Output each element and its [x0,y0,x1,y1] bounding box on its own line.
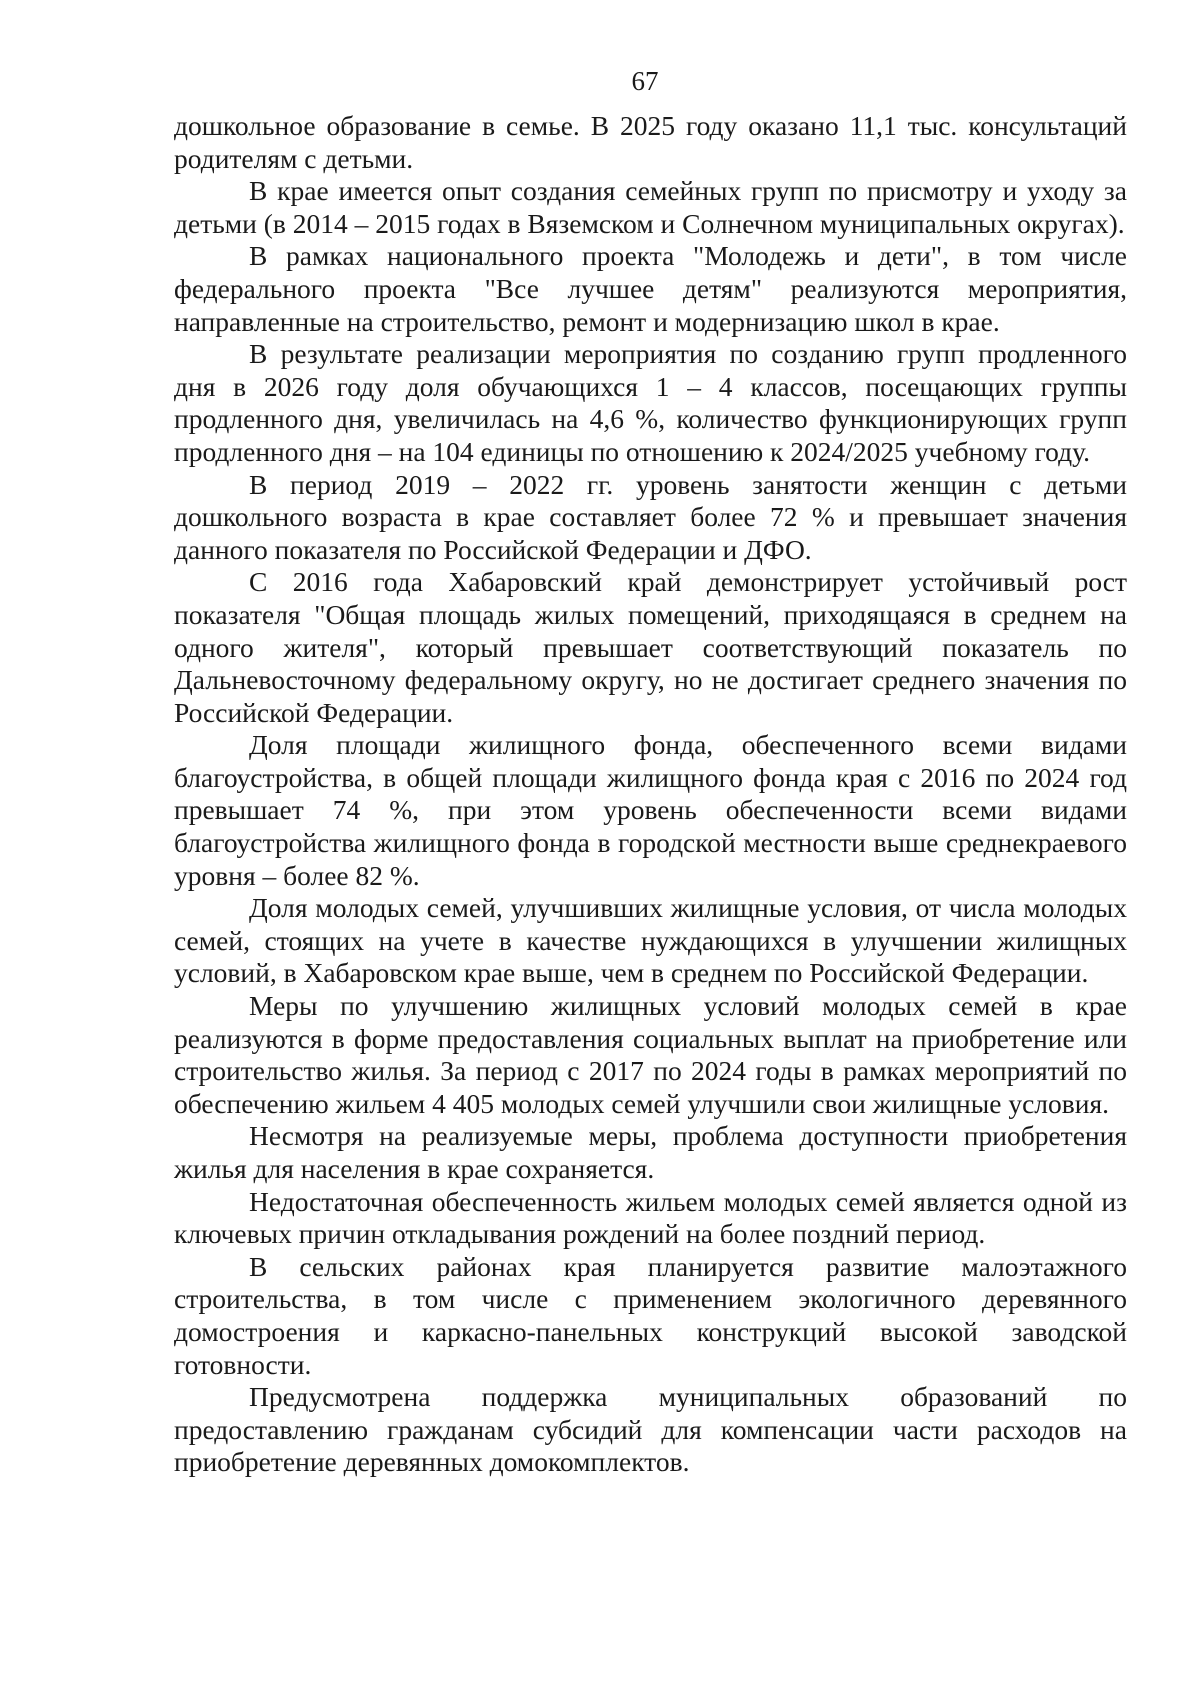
paragraph-living-space: С 2016 года Хабаровский край демонстрирует устойчивый рост показателя "Общая площадь жилых помещений, приходящаяся в среднем на одного жителя", который превышает соответствующий показатель по Дальневосточному федеральному округу, но не достигает среднего значения по Российской Федерации. [174,566,1127,728]
paragraph-continuation: дошкольное образование в семье. В 2025 году оказано 11,1 тыс. консультаций родителям с детьми. [174,110,1127,174]
paragraph-rural-construction: В сельских районах края планируется развитие малоэтажного строительства, в том числе с применением экологичного деревянного домостроения и каркасно-панельных конструкций высокой заводской готовности. [174,1250,1127,1380]
paragraph-young-families-share: Доля молодых семей, улучшивших жилищные условия, от числа молодых семей, стоящих на учете в качестве нуждающихся в улучшении жилищных условий, в Хабаровском крае выше, чем в среднем по Российской Федерации. [174,892,1127,989]
paragraph-national-project: В рамках национального проекта "Молодежь и дети", в том числе федерального проекта "Все лучшее детям" реализуются мероприятия, направленные на строительство, ремонт и модернизацию школ в крае. [174,240,1127,337]
paragraph-municipal-support: Предусмотрена поддержка муниципальных образований по предоставлению гражданам субсидий для компенсации части расходов на приобретение деревянных домокомплектов. [174,1381,1127,1478]
paragraph-housing-amenities: Доля площади жилищного фонда, обеспеченного всеми видами благоустройства, в общей площади жилищного фонда края с 2016 по 2024 год превышает 74 %, при этом уровень обеспеченности всеми видами благоустройства жилищного фонда в городской местности выше среднекраевого уровня – более 82 %. [174,729,1127,891]
body-text [174,110,1127,1479]
paragraph-housing-measures: Меры по улучшению жилищных условий молодых семей в крае реализуются в форме предоставления социальных выплат на приобретение или строительство жилья. За период с 2017 по 2024 годы в рамках мероприятий по обеспечению жильем 4 405 молодых семей улучшили свои жилищные условия. [174,990,1127,1119]
paragraph-family-groups: В крае имеется опыт создания семейных групп по присмотру и уходу за детьми (в 2014 – 2015 годах в Вяземском и Солнечном муниципальных округах). [174,175,1127,239]
paragraph-birth-postponement: Недостаточная обеспеченность жильем молодых семей является одной из ключевых причин откладывания рождений на более поздний период. [174,1185,1127,1250]
paragraph-housing-affordability: Несмотря на реализуемые меры, проблема доступности приобретения жилья для населения в крае сохраняется. [174,1120,1127,1184]
page-number: 67 [631,66,659,96]
paragraph-women-employment: В период 2019 – 2022 гг. уровень занятости женщин с детьми дошкольного возраста в крае составляет более 72 % и превышает значения данного показателя по Российской Федерации и ДФО. [174,468,1127,565]
paragraph-extended-day-groups: В результате реализации мероприятия по созданию групп продленного дня в 2026 году доля обучающихся 1 – 4 классов, посещающих группы продленного дня, увеличилась на 4,6 %, количество функционирующих групп продленного дня – на 104 единицы по отношению к 2024/2025 учебному году. [174,338,1127,467]
